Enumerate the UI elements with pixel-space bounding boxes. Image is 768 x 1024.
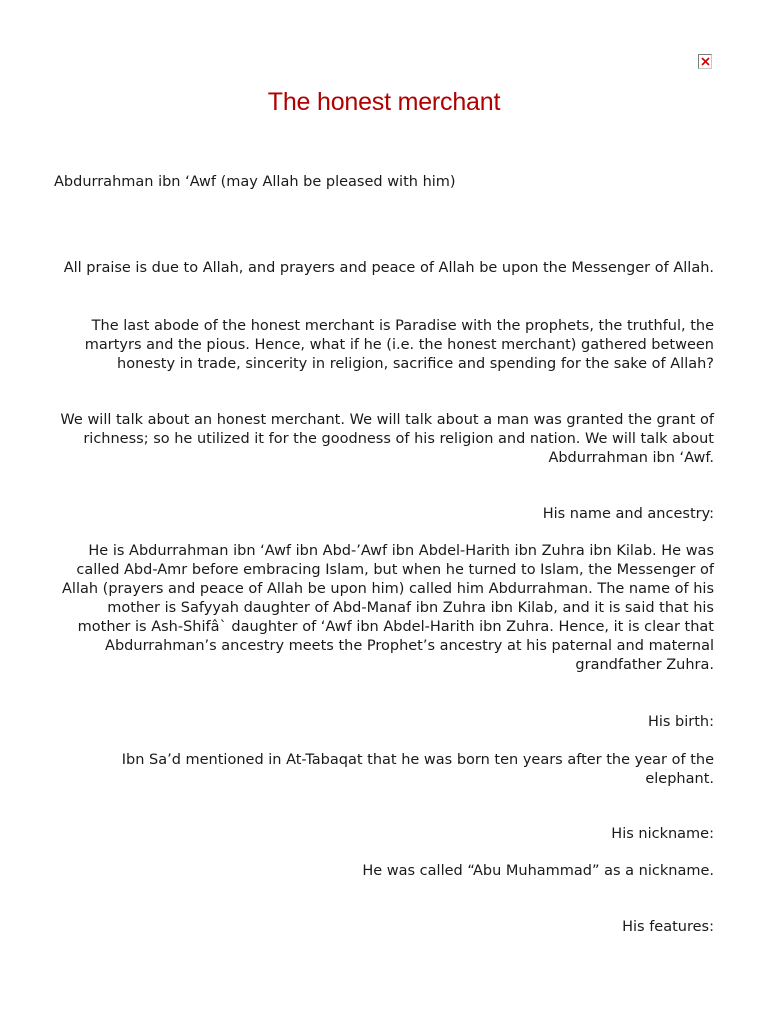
section-heading-birth: His birth:	[647, 714, 714, 730]
page-title: The honest merchant	[267, 88, 501, 116]
paragraph-talk: We will talk about an honest merchant. We will talk about a man was granted the grant of richness; so he utilized it for the goodness of his religion and nation. We will talk about Abdurrahman ibn ‘Awf.	[60, 412, 714, 466]
section-heading-name-ancestry: His name and ancestry:	[542, 506, 714, 522]
document-subtitle: Abdurrahman ibn ‘Awf (may Allah be pleased with him)	[54, 174, 456, 190]
paragraph-abode: The last abode of the honest merchant is Paradise with the prophets, the truthful, the martyrs and the pious. Hence, what if he (i.e. the honest merchant) gathered between honesty in trade, sincerity in religion, sacrifice and spending for the sake of Allah?	[84, 318, 714, 372]
paragraph-intro: All praise is due to Allah, and prayers and peace of Allah be upon the Messenger of Allah.	[63, 260, 714, 276]
section-body-nickname: He was called “Abu Muhammad” as a nickname.	[362, 863, 714, 879]
section-heading-nickname: His nickname:	[611, 826, 714, 842]
section-body-birth: Ibn Sa’d mentioned in At-Tabaqat that he was born ten years after the year of the elephant.	[121, 752, 714, 787]
section-heading-features: His features:	[622, 919, 714, 935]
section-body-name-ancestry: He is Abdurrahman ibn ‘Awf ibn Abd-’Awf ibn Abdel-Harith ibn Zuhra ibn Kilab. He was called Abd-Amr before embracing Islam, but when he turned to Islam, the Messenger of Allah (prayers and peace of Allah be upon him) called him Abdurrahman. The name of his mother is Safyyah daughter of Abd-Manaf ibn Zuhra ibn Kilab, and it is said that his mother is Ash-Shifâ` daughter of ‘Awf ibn Abdel-Harith ibn Zuhra. Hence, it is clear that Abdurrahman’s ancestry meets the Prophet’s ancestry at his paternal and maternal grandfather Zuhra.	[62, 543, 714, 673]
broken-image-icon	[698, 54, 712, 69]
